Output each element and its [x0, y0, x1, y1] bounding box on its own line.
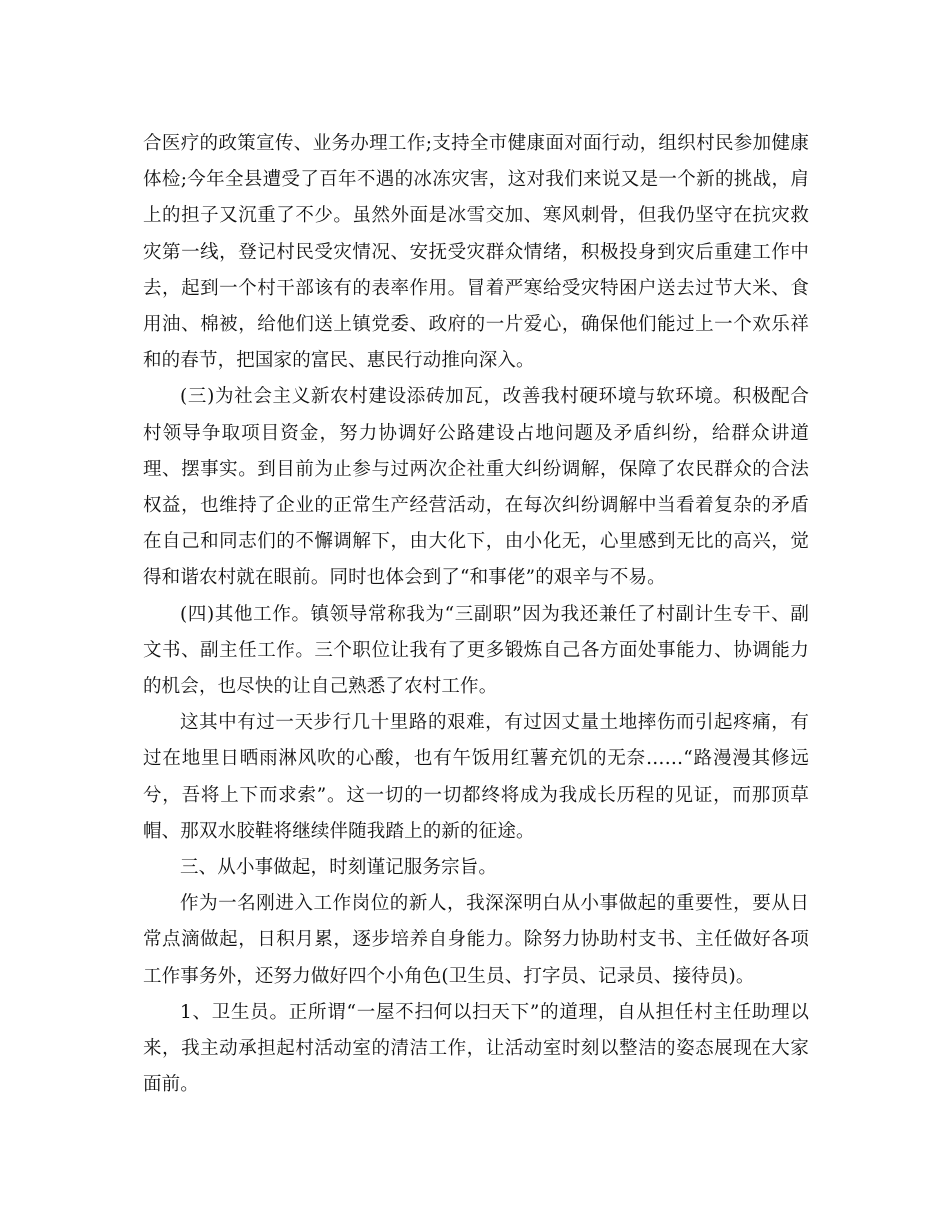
section-heading-start-small: 三、从小事做起，时刻谨记服务宗旨。 [180, 857, 498, 879]
paragraph-new-employee-roles: 作为一名刚进入工作岗位的新人，我深深明白从小事做起的重要性，要从日常点滴做起，日积月累，逐步培养自身能力。除努力协助村支书、主任做好各项工作事务外，还努力做好四个小角色(卫生员、打字员、记录员、接待员)。 [143, 893, 809, 987]
paragraph-continuation-health-disaster-relief: 合医疗的政策宣传、业务办理工作;支持全市健康面对面行动，组织村民参加健康体检;今年全县遭受了百年不遇的冰冻灾害，这对我们来说又是一个新的挑战，肩上的担子又沉重了不少。虽然外面是冰雪交加、寒风刺骨，但我仍坚守在抗灾救灾第一线，登记村民受灾情况、安抚受灾群众情绪，积极投身到灾后重建工作中去，起到一个村干部该有的表率作用。冒着严寒给受灾特困户送去过节大米、食用油、棉被，给他们送上镇党委、政府的一片爱心，确保他们能过上一个欢乐祥和的春节，把国家的富民、惠民行动推向深入。 [143, 133, 809, 372]
paragraph-other-work: (四)其他工作。镇领导常称我为“三副职”因为我还兼任了村副计生专干、副文书、副主任工作。三个职位让我有了更多锻炼自己各方面处事能力、协调能力的机会，也尽快的让自己熟悉了农村工作。 [143, 603, 809, 698]
document-body [143, 126, 809, 1103]
paragraph-hardships: 这其中有过一天步行几十里路的艰难，有过因丈量土地摔伤而引起疼痛，有过在地里日晒雨淋风吹的心酸，也有午饭用红薯充饥的无奈……“路漫漫其修远兮，吾将上下而求索”。这一切的一切都终将成为我成长历程的见证，而那顶草帽、那双水胶鞋将继续伴随我踏上的新的征途。 [143, 712, 809, 842]
paragraph-sanitation-role: 1、卫生员。正所谓“一屋不扫何以扫天下”的道理，自从担任村主任助理以来，我主动承担起村活动室的清洁工作，让活动室时刻以整洁的姿态展现在大家面前。 [143, 1001, 809, 1096]
paragraph-new-countryside-construction: (三)为社会主义新农村建设添砖加瓦，改善我村硬环境与软环境。积极配合村领导争取项目资金，努力协调好公路建设占地问题及矛盾纠纷，给群众讲道理、摆事实。到目前为止参与过两次企社重大纠纷调解，保障了农民群众的合法权益，也维持了企业的正常生产经营活动，在每次纠纷调解中当看着复杂的矛盾在自己和同志们的不懈调解下，由大化下，由小化无，心里感到无比的高兴，觉得和谐农村就在眼前。同时也体会到了“和事佬”的艰辛与不易。 [143, 386, 809, 589]
